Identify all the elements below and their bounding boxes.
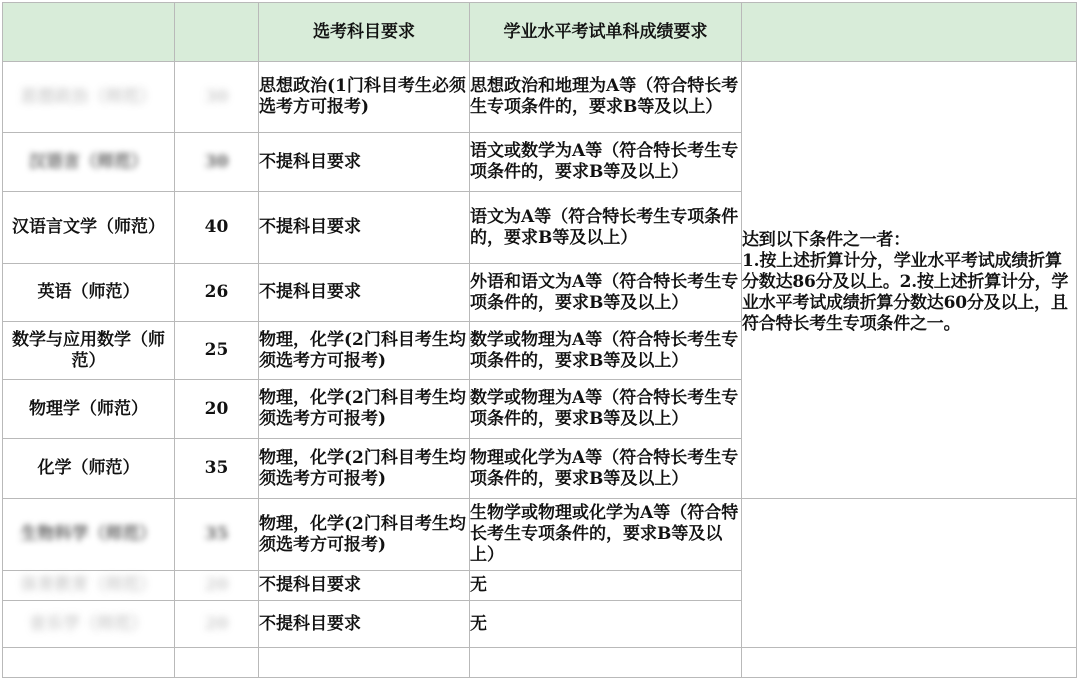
major-cell: 汉语言（师范） [3,133,175,192]
major-cell: 物理学（师范） [3,380,175,439]
note-cell [742,62,1077,499]
quota-cell: 40 [175,192,259,264]
empty-cell [470,648,742,678]
subject-cell: 物理，化学(2门科目考生均须选考方可报考) [259,380,470,439]
table-row-empty [3,648,1077,678]
level-cell: 物理或化学为A等（符合特长考生专项条件的，要求B等及以上） [470,439,742,499]
major-cell: 体育教育（师范） [3,571,175,601]
table-row [3,62,1077,133]
quota-cell: 30 [175,62,259,133]
quota-cell: 20 [175,601,259,648]
note-cell-empty [742,499,1077,648]
quota-cell: 35 [175,499,259,571]
header-quota [175,3,259,62]
empty-cell [175,648,259,678]
quota-cell: 35 [175,439,259,499]
major-cell: 思想政治（师范） [3,62,175,133]
header-row [3,3,1077,62]
major-cell: 化学（师范） [3,439,175,499]
level-cell: 数学或物理为A等（符合特长考生专项条件的，要求B等及以上） [470,322,742,380]
level-cell: 思想政治和地理为A等（符合特长考生专项条件的，要求B等及以上） [470,62,742,133]
major-cell: 汉语言文学（师范） [3,192,175,264]
subject-cell: 不提科目要求 [259,571,470,601]
level-cell: 数学或物理为A等（符合特长考生专项条件的，要求B等及以上） [470,380,742,439]
subject-cell: 不提科目要求 [259,264,470,322]
major-cell: 数学与应用数学（师范） [3,322,175,380]
quota-cell: 20 [175,571,259,601]
empty-cell [259,648,470,678]
note-text: 达到以下条件之一者： 1.按上述折算计分，学业水平考试成绩折算分数达86分及以上。2.按上述折算计分，学业水平考试成绩折算分数达60分及以上，且符合特长考生专项条件之一。 [742,229,1069,334]
level-cell: 语文或数学为A等（符合特长考生专项条件的，要求B等及以上） [470,133,742,192]
major-cell: 英语（师范） [3,264,175,322]
level-cell: 生物学或物理或化学为A等（符合特长考生专项条件的，要求B等及以上） [470,499,742,571]
level-cell: 无 [470,601,742,648]
subject-cell: 物理，化学(2门科目考生均须选考方可报考) [259,439,470,499]
header-note [742,3,1077,62]
major-cell: 音乐学（师范） [3,601,175,648]
empty-cell [3,648,175,678]
header-major [3,3,175,62]
header-subject-requirement: 选考科目要求 [259,3,470,62]
empty-cell [742,648,1077,678]
quota-cell: 20 [175,380,259,439]
header-level-requirement: 学业水平考试单科成绩要求 [470,3,742,62]
quota-cell: 25 [175,322,259,380]
table-row [3,499,1077,571]
quota-cell: 26 [175,264,259,322]
level-cell: 外语和语文为A等（符合特长考生专项条件的，要求B等及以上） [470,264,742,322]
subject-cell: 物理，化学(2门科目考生均须选考方可报考) [259,499,470,571]
level-cell: 无 [470,571,742,601]
requirements-table [2,2,1077,678]
level-cell: 语文为A等（符合特长考生专项条件的，要求B等及以上） [470,192,742,264]
quota-cell: 30 [175,133,259,192]
subject-cell: 思想政治(1门科目考生必须选考方可报考) [259,62,470,133]
subject-cell: 物理，化学(2门科目考生均须选考方可报考) [259,322,470,380]
major-cell: 生物科学（师范） [3,499,175,571]
subject-cell: 不提科目要求 [259,192,470,264]
subject-cell: 不提科目要求 [259,601,470,648]
subject-cell: 不提科目要求 [259,133,470,192]
